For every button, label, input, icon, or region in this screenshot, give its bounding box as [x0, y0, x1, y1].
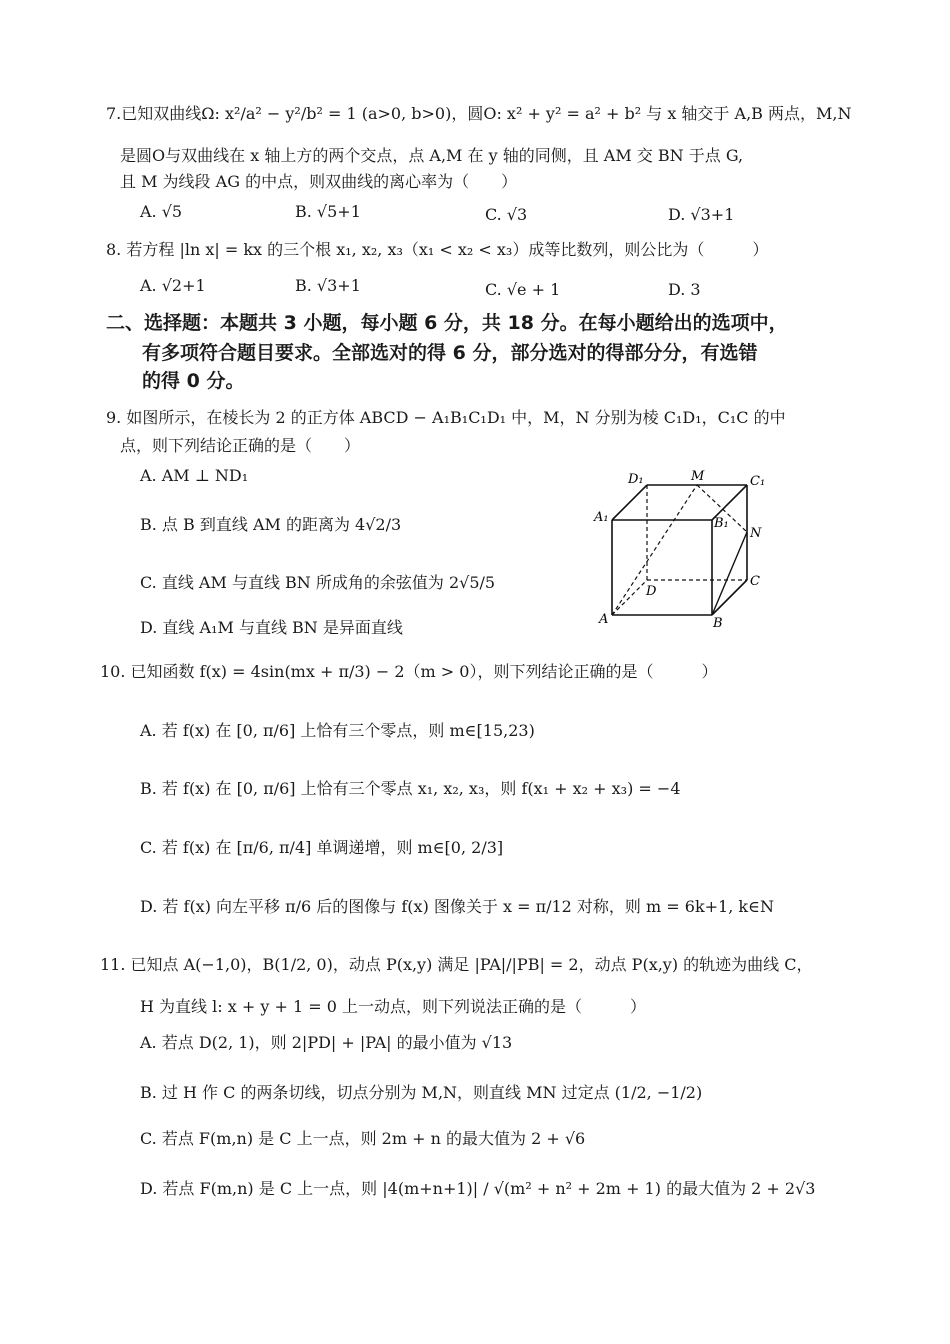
label-c: C — [750, 574, 760, 589]
section2-line2: 有多项符合题目要求。全部选对的得 6 分，部分选对的得部分分，有选错 — [142, 342, 758, 364]
q7-option-d: D. √3+1 — [668, 205, 735, 224]
q11-option-a: A. 若点 D(2, 1)，则 2|PD| + |PA| 的最小值为 √13 — [140, 1033, 513, 1052]
q9-option-b: B. 点 B 到直线 AM 的距离为 4√2/3 — [140, 515, 402, 534]
label-b: B — [713, 616, 723, 631]
q8-option-d: D. 3 — [668, 280, 701, 299]
q11-option-b: B. 过 H 作 C 的两条切线，切点分别为 M,N，则直线 MN 过定点 (1/2, −1/2) — [140, 1083, 703, 1102]
q8-option-c: C. √e + 1 — [485, 280, 561, 299]
q11-option-d: D. 若点 F(m,n) 是 C 上一点，则 |4(m+n+1)| / √(m² + n² + 2m + 1) 的最大值为 2 + 2√3 — [140, 1179, 816, 1198]
q8-line1: 8. 若方程 |ln x| = kx 的三个根 x₁, x₂, x₃（x₁ < x₂ < x₃）成等比数列，则公比为（ ） — [106, 240, 769, 259]
q10-option-c: C. 若 f(x) 在 [π/6, π/4] 单调递增，则 m∈[0, 2/3] — [140, 838, 504, 857]
q9-option-a: A. AM ⊥ ND₁ — [140, 466, 249, 485]
label-a1: A₁ — [594, 510, 609, 525]
label-d: D — [646, 584, 657, 599]
q11-option-c: C. 若点 F(m,n) 是 C 上一点，则 2m + n 的最大值为 2 + √6 — [140, 1129, 586, 1148]
q9-line1: 9. 如图所示，在棱长为 2 的正方体 ABCD − A₁B₁C₁D₁ 中，M，N 分别为棱 C₁D₁，C₁C 的中 — [106, 408, 786, 427]
q10-line1: 10. 已知函数 f(x) = 4sin(mx + π/3) − 2（m > 0），则下列结论正确的是（ ） — [100, 662, 718, 681]
label-d1: D₁ — [628, 472, 644, 487]
q7-line2: 是圆O与双曲线在 x 轴上方的两个交点，点 A,M 在 y 轴的同侧，且 AM 交 BN 于点 G, — [120, 146, 744, 165]
q10-option-b: B. 若 f(x) 在 [0, π/6] 上恰有三个零点 x₁, x₂, x₃，则 f(x₁ + x₂ + x₃) = −4 — [140, 779, 681, 798]
q7-option-b: B. √5+1 — [295, 202, 361, 221]
q7-option-c: C. √3 — [485, 205, 528, 224]
label-m: M — [691, 469, 705, 484]
label-a: A — [599, 612, 609, 627]
q9-option-d: D. 直线 A₁M 与直线 BN 是异面直线 — [140, 618, 403, 637]
q8-option-a: A. √2+1 — [140, 276, 206, 295]
q10-option-a: A. 若 f(x) 在 [0, π/6] 上恰有三个零点，则 m∈[15,23) — [140, 721, 535, 740]
cube-figure — [590, 465, 780, 635]
q10-option-d: D. 若 f(x) 向左平移 π/6 后的图像与 f(x) 图像关于 x = π/12 对称，则 m = 6k+1, k∈N — [140, 897, 774, 916]
q7-line1: 7.已知双曲线Ω: x²/a² − y²/b² = 1 (a>0, b>0)，圆O: x² + y² = a² + b² 与 x 轴交于 A,B 两点，M,N — [106, 104, 852, 123]
q8-option-b: B. √3+1 — [295, 276, 361, 295]
q11-line2: H 为直线 l: x + y + 1 = 0 上一动点，则下列说法正确的是（ ） — [140, 997, 646, 1016]
label-c1: C₁ — [750, 474, 766, 489]
q9-option-c: C. 直线 AM 与直线 BN 所成角的余弦值为 2√5/5 — [140, 573, 496, 592]
label-n: N — [750, 526, 762, 541]
q7-line3: 且 M 为线段 AG 的中点，则双曲线的离心率为（ ） — [120, 172, 518, 191]
q9-line2: 点，则下列结论正确的是（ ） — [120, 436, 361, 455]
label-b1: B₁ — [714, 516, 729, 531]
q7-option-a: A. √5 — [140, 202, 183, 221]
q11-line1: 11. 已知点 A(−1,0)，B(1/2, 0)，动点 P(x,y) 满足 |PA|/|PB| = 2，动点 P(x,y) 的轨迹为曲线 C， — [100, 955, 813, 974]
section2-line1: 二、选择题：本题共 3 小题，每小题 6 分，共 18 分。在每小题给出的选项中， — [106, 312, 788, 334]
section2-line3: 的得 0 分。 — [142, 370, 245, 392]
